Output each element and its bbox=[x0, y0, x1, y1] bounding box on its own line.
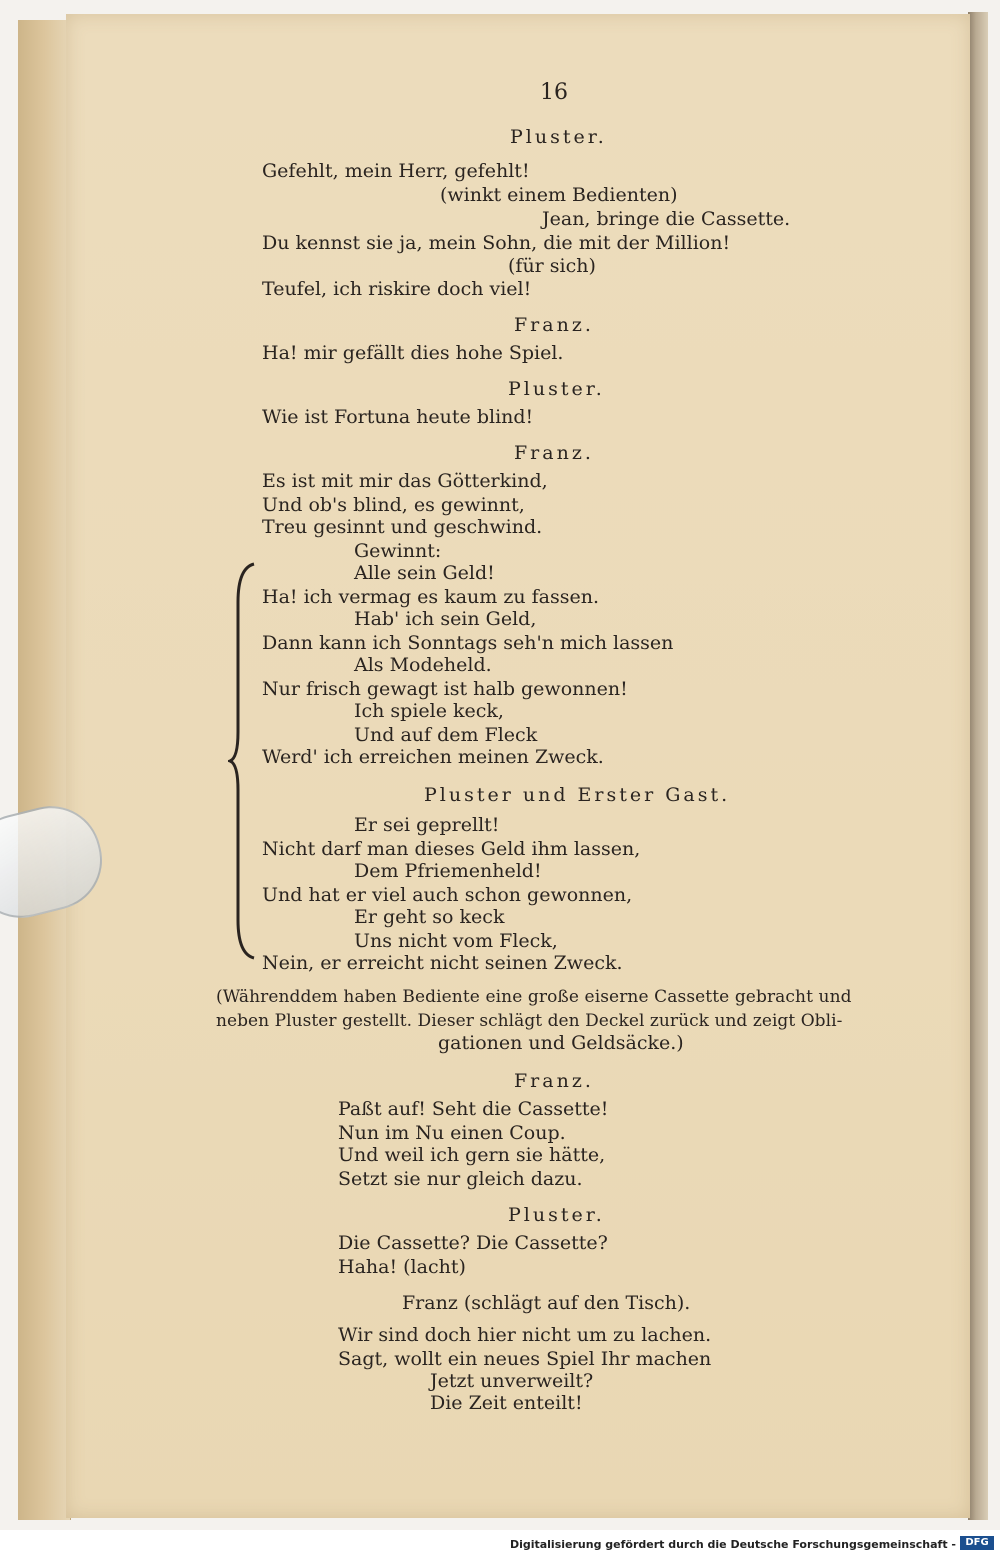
verse-line: Dann kann ich Sonntags seh'n mich lassen bbox=[262, 632, 674, 654]
speaker-heading: Pluster. bbox=[510, 126, 607, 148]
verse-line: Teufel, ich riskire doch viel! bbox=[262, 278, 532, 300]
digitization-footer bbox=[0, 1530, 1000, 1556]
stage-direction: (für sich) bbox=[508, 255, 596, 277]
ensemble-brace bbox=[228, 562, 258, 960]
speaker-heading: Pluster. bbox=[508, 1204, 605, 1226]
stage-direction: neben Pluster gestellt. Dieser schlägt den Deckel zurück und zeigt Obli- bbox=[216, 1011, 843, 1031]
verse-line: Jean, bringe die Cassette. bbox=[542, 208, 791, 230]
verse-line: Und weil ich gern sie hätte, bbox=[338, 1144, 606, 1166]
speaker-heading: Franz. bbox=[514, 442, 594, 464]
speaker-heading: Franz. bbox=[514, 314, 594, 336]
verse-line: Uns nicht vom Fleck, bbox=[354, 930, 558, 952]
verse-line: Die Zeit enteilt! bbox=[430, 1392, 583, 1414]
speaker-heading: Pluster. bbox=[508, 378, 605, 400]
verse-line: Jetzt unverweilt? bbox=[430, 1370, 594, 1392]
verse-line: Hab' ich sein Geld, bbox=[354, 608, 537, 630]
speaker-heading: Franz (schlägt auf den Tisch). bbox=[402, 1292, 691, 1314]
verse-line: Ich spiele keck, bbox=[354, 700, 504, 722]
verse-line: Gefehlt, mein Herr, gefehlt! bbox=[262, 160, 530, 182]
verse-line: Haha! (lacht) bbox=[338, 1256, 466, 1278]
dfg-logo: DFG bbox=[960, 1536, 994, 1550]
verse-line: Es ist mit mir das Götterkind, bbox=[262, 470, 548, 492]
stage-direction: gationen und Geldsäcke.) bbox=[438, 1032, 684, 1054]
verse-line: Wir sind doch hier nicht um zu lachen. bbox=[338, 1324, 712, 1346]
verse-line: Alle sein Geld! bbox=[354, 562, 495, 584]
funding-credit: Digitalisierung gefördert durch die Deutsche Forschungsgemeinschaft - bbox=[509, 1538, 956, 1551]
speaker-heading: Pluster und Erster Gast. bbox=[424, 784, 731, 806]
stage-direction: (winkt einem Bedienten) bbox=[440, 184, 678, 206]
verse-line: Er geht so keck bbox=[354, 906, 505, 928]
stage-direction: (Währenddem haben Bediente eine große eiserne Cassette gebracht und bbox=[216, 987, 852, 1007]
verse-line: Nun im Nu einen Coup. bbox=[338, 1122, 566, 1144]
verse-line: Wie ist Fortuna heute blind! bbox=[262, 406, 534, 428]
verse-line: Paßt auf! Seht die Cassette! bbox=[338, 1098, 609, 1120]
verse-line: Sagt, wollt ein neues Spiel Ihr machen bbox=[338, 1348, 712, 1370]
verse-line: Und ob's blind, es gewinnt, bbox=[262, 494, 525, 516]
verse-line: Ha! mir gefällt dies hohe Spiel. bbox=[262, 342, 564, 364]
verse-line: Er sei geprellt! bbox=[354, 814, 500, 836]
speaker-heading: Franz. bbox=[514, 1070, 594, 1092]
verse-line: Setzt sie nur gleich dazu. bbox=[338, 1168, 583, 1190]
verse-line: Du kennst sie ja, mein Sohn, die mit der Million! bbox=[262, 232, 731, 254]
verse-line: Nein, er erreicht nicht seinen Zweck. bbox=[262, 952, 623, 974]
verse-line: Treu gesinnt und geschwind. bbox=[262, 516, 543, 538]
book-edge-right bbox=[968, 12, 988, 1520]
verse-line: Die Cassette? Die Cassette? bbox=[338, 1232, 608, 1254]
verse-line: Und hat er viel auch schon gewonnen, bbox=[262, 884, 633, 906]
page-number: 16 bbox=[540, 80, 568, 105]
verse-line: Werd' ich erreichen meinen Zweck. bbox=[262, 746, 604, 768]
verse-line: Nicht darf man dieses Geld ihm lassen, bbox=[262, 838, 641, 860]
verse-line: Nur frisch gewagt ist halb gewonnen! bbox=[262, 678, 628, 700]
verse-line: Als Modeheld. bbox=[354, 654, 492, 676]
book-edge-left bbox=[18, 20, 71, 1520]
verse-line: Und auf dem Fleck bbox=[354, 724, 538, 746]
verse-line: Dem Pfriemenheld! bbox=[354, 860, 542, 882]
verse-line: Gewinnt: bbox=[354, 540, 442, 562]
verse-line: Ha! ich vermag es kaum zu fassen. bbox=[262, 586, 600, 608]
